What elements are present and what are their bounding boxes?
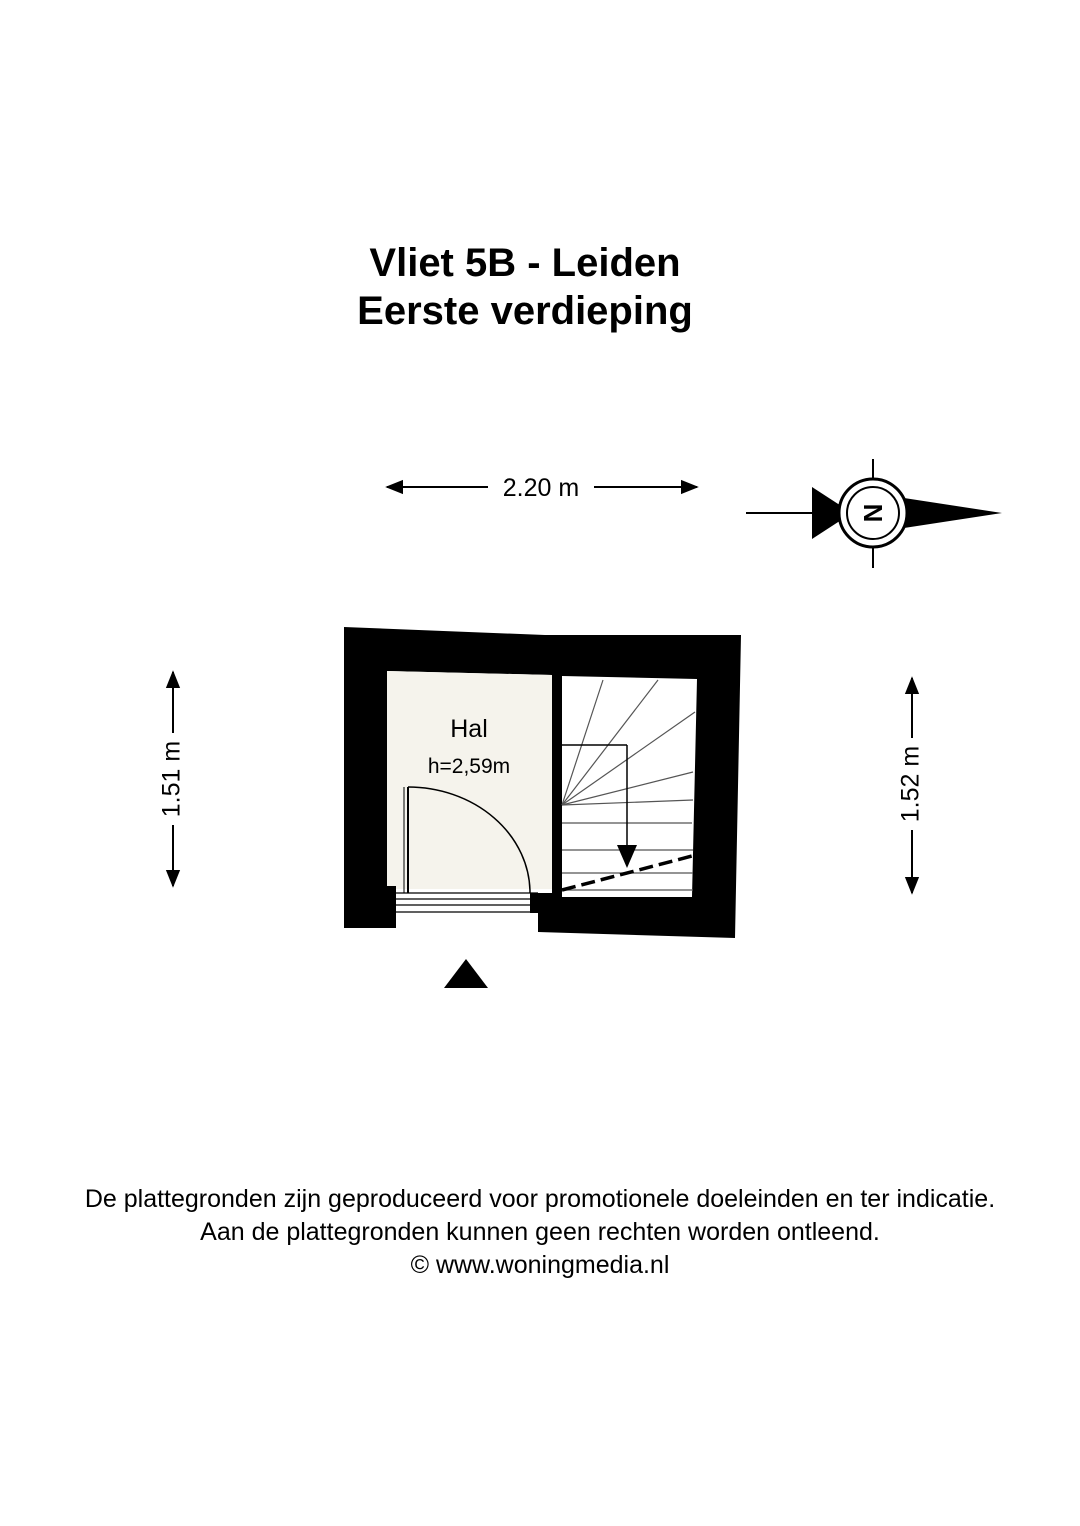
dimension-height-left-label: 1.51 m (157, 740, 186, 818)
dimension-width-label: 2.20 m (502, 474, 580, 502)
dimension-height-left (158, 672, 186, 886)
copyright-text: © www.woningmedia.nl (410, 1251, 670, 1279)
floor-name: Eerste verdieping (357, 289, 693, 333)
room-hal (387, 671, 552, 889)
plan-title: Vliet 5B - Leiden (369, 241, 681, 285)
compass-icon (746, 459, 1002, 568)
room-height-label: h=2,59m (427, 755, 511, 778)
disclaimer-text: De plattegronden zijn geproduceerd voor promotionele doeleinden en ter indicatie. (84, 1185, 996, 1213)
room-name-label: Hal (450, 715, 488, 743)
dimension-width-top (387, 474, 697, 502)
stair-direction-icon (617, 845, 637, 868)
dimension-height-right-label: 1.52 m (896, 745, 925, 823)
stair-wall (555, 676, 562, 810)
compass-north-label: N (858, 503, 888, 523)
dimension-height-right (897, 678, 925, 893)
disclaimer-text-2: Aan de plattegronden kunnen geen rechten worden ontleend. (200, 1218, 880, 1246)
entrance-arrow-icon (444, 959, 488, 988)
